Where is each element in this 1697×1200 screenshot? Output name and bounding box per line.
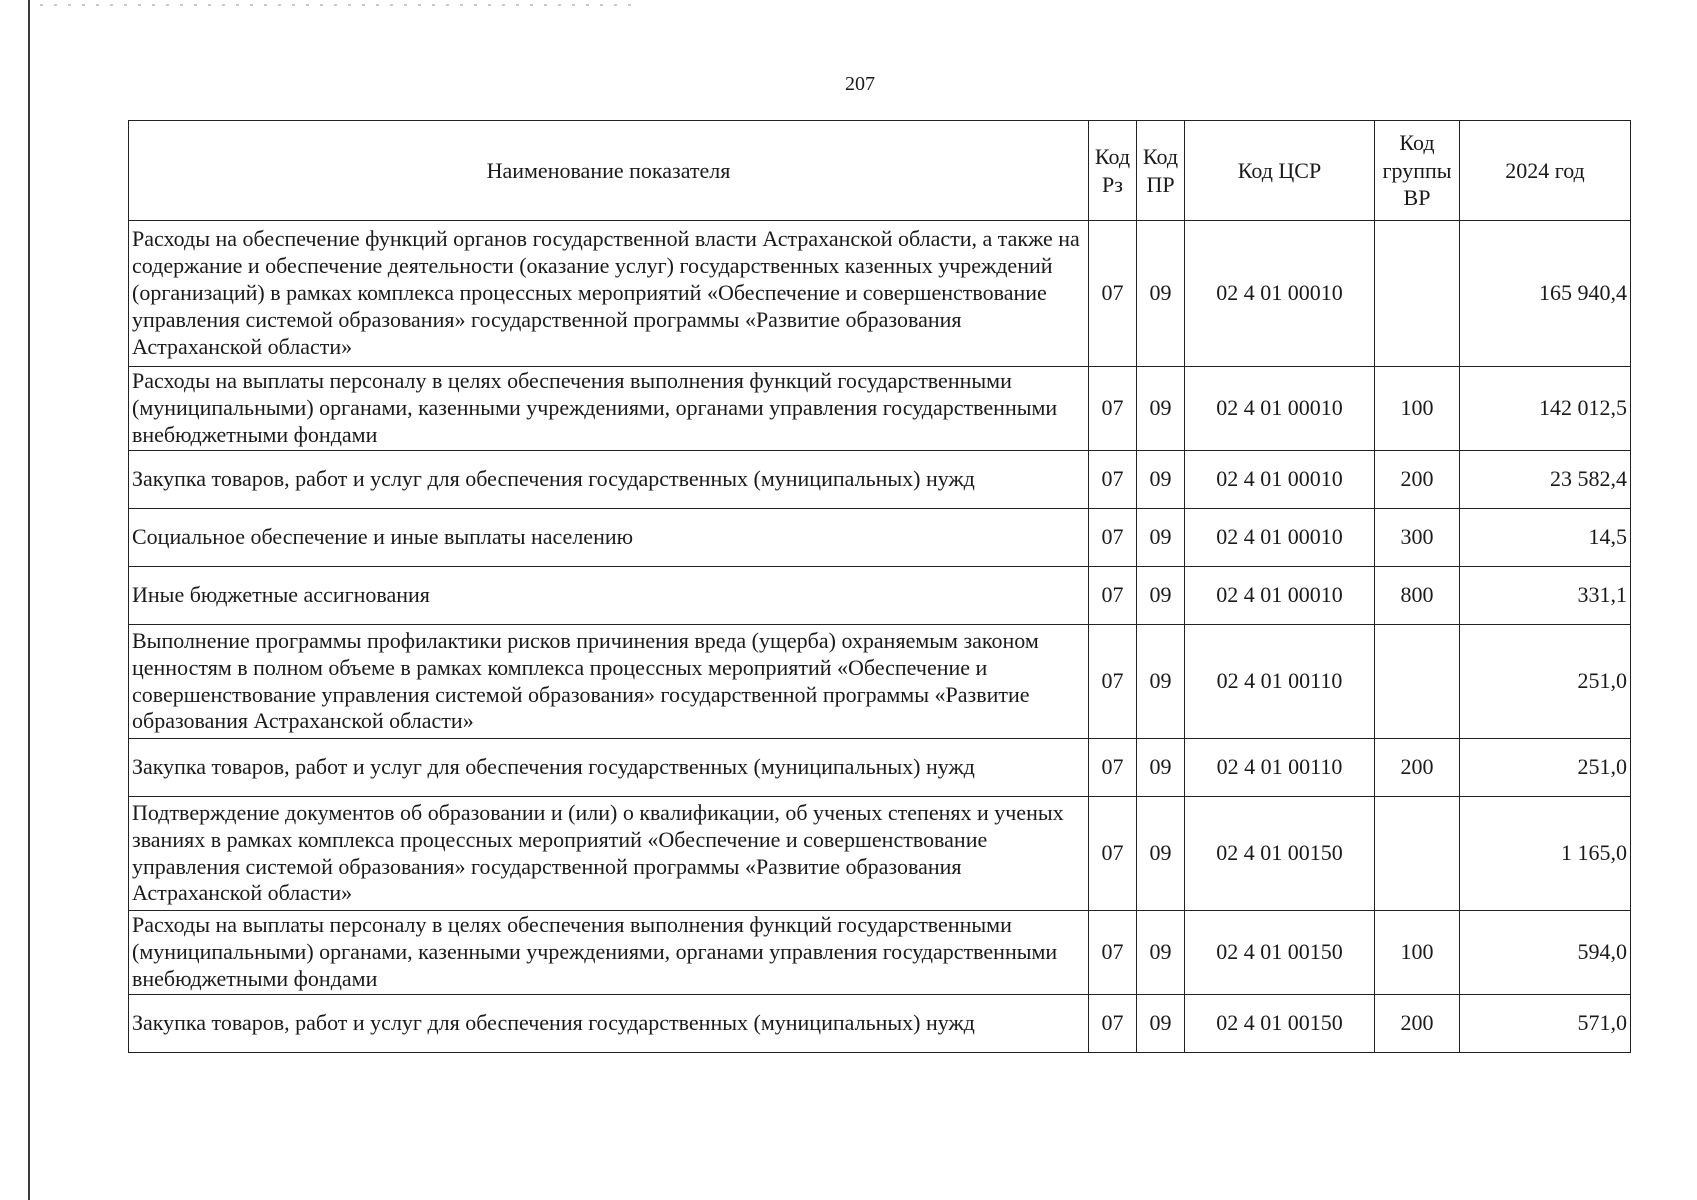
row-rz: 07 (1089, 739, 1137, 797)
header-name: Наименование показателя (129, 121, 1089, 221)
row-vr (1375, 221, 1460, 367)
row-amount: 251,0 (1460, 739, 1631, 797)
row-pr: 09 (1137, 625, 1185, 739)
row-pr: 09 (1137, 367, 1185, 451)
row-amount: 571,0 (1460, 995, 1631, 1053)
scan-left-edge (28, 0, 30, 1200)
row-vr: 200 (1375, 739, 1460, 797)
table-row (129, 451, 1631, 509)
row-name: Расходы на обеспечение функций органов государственной власти Астраханской области, а также на содержание и обеспечение деятельности (оказание услуг) государственных казенных учреждений (организаций) в рамках комплекса процессных мероприятий «Обеспечение и совершенствование управления системой образования» государственной программы «Развитие образования Астраханской области» (129, 221, 1089, 367)
row-pr: 09 (1137, 221, 1185, 367)
row-csr: 02 4 01 00150 (1185, 797, 1375, 911)
table-row (129, 739, 1631, 797)
row-vr: 200 (1375, 451, 1460, 509)
row-rz: 07 (1089, 567, 1137, 625)
row-rz: 07 (1089, 797, 1137, 911)
row-amount: 251,0 (1460, 625, 1631, 739)
row-name: Закупка товаров, работ и услуг для обеспечения государственных (муниципальных) нужд (129, 995, 1089, 1053)
row-rz: 07 (1089, 509, 1137, 567)
row-name: Закупка товаров, работ и услуг для обеспечения государственных (муниципальных) нужд (129, 739, 1089, 797)
row-amount: 142 012,5 (1460, 367, 1631, 451)
scan-top-artifact (40, 4, 640, 6)
table-row (129, 625, 1631, 739)
row-name: Иные бюджетные ассигнования (129, 567, 1089, 625)
table-header-row (129, 121, 1631, 221)
row-amount: 23 582,4 (1460, 451, 1631, 509)
row-pr: 09 (1137, 995, 1185, 1053)
row-amount: 14,5 (1460, 509, 1631, 567)
row-pr: 09 (1137, 911, 1185, 995)
row-vr: 300 (1375, 509, 1460, 567)
table-row (129, 567, 1631, 625)
row-pr: 09 (1137, 451, 1185, 509)
row-amount: 594,0 (1460, 911, 1631, 995)
row-pr: 09 (1137, 739, 1185, 797)
row-vr: 200 (1375, 995, 1460, 1053)
table-row (129, 797, 1631, 911)
row-csr: 02 4 01 00110 (1185, 625, 1375, 739)
header-year: 2024 год (1460, 121, 1631, 221)
header-csr: Код ЦСР (1185, 121, 1375, 221)
row-vr (1375, 797, 1460, 911)
row-rz: 07 (1089, 221, 1137, 367)
row-name: Закупка товаров, работ и услуг для обеспечения государственных (муниципальных) нужд (129, 451, 1089, 509)
row-name: Расходы на выплаты персоналу в целях обеспечения выполнения функций государственными (муниципальными) органами, казенными учреждениями, органами управления государственными внебюджетными фондами (129, 367, 1089, 451)
row-csr: 02 4 01 00010 (1185, 509, 1375, 567)
row-name: Выполнение программы профилактики рисков причинения вреда (ущерба) охраняемым законом ценностям в полном объеме в рамках комплекса процессных мероприятий «Обеспечение и совершенствование управления системой образования» государственной программы «Развитие образования Астраханской области» (129, 625, 1089, 739)
row-name: Социальное обеспечение и иные выплаты населению (129, 509, 1089, 567)
row-rz: 07 (1089, 995, 1137, 1053)
table-row (129, 911, 1631, 995)
row-name: Расходы на выплаты персоналу в целях обеспечения выполнения функций государственными (муниципальными) органами, казенными учреждениями, органами управления государственными внебюджетными фондами (129, 911, 1089, 995)
row-name: Подтверждение документов об образовании и (или) о квалификации, об ученых степенях и ученых званиях в рамках комплекса процессных мероприятий «Обеспечение и совершенствование управления системой образования» государственной программы «Развитие образования Астраханской области» (129, 797, 1089, 911)
row-amount: 331,1 (1460, 567, 1631, 625)
budget-table (128, 120, 1631, 1053)
row-amount: 165 940,4 (1460, 221, 1631, 367)
row-rz: 07 (1089, 367, 1137, 451)
row-pr: 09 (1137, 797, 1185, 911)
header-pr: Код ПР (1137, 121, 1185, 221)
header-vr: Код группы ВР (1375, 121, 1460, 221)
row-csr: 02 4 01 00150 (1185, 995, 1375, 1053)
row-vr: 100 (1375, 911, 1460, 995)
row-amount: 1 165,0 (1460, 797, 1631, 911)
table-row (129, 509, 1631, 567)
row-csr: 02 4 01 00010 (1185, 567, 1375, 625)
row-csr: 02 4 01 00010 (1185, 367, 1375, 451)
row-rz: 07 (1089, 625, 1137, 739)
row-pr: 09 (1137, 567, 1185, 625)
row-csr: 02 4 01 00010 (1185, 221, 1375, 367)
row-csr: 02 4 01 00150 (1185, 911, 1375, 995)
table-row (129, 367, 1631, 451)
row-vr (1375, 625, 1460, 739)
row-rz: 07 (1089, 451, 1137, 509)
table-row (129, 995, 1631, 1053)
row-csr: 02 4 01 00010 (1185, 451, 1375, 509)
row-csr: 02 4 01 00110 (1185, 739, 1375, 797)
row-pr: 09 (1137, 509, 1185, 567)
row-vr: 100 (1375, 367, 1460, 451)
row-vr: 800 (1375, 567, 1460, 625)
table-row (129, 221, 1631, 367)
header-rz: Код Рз (1089, 121, 1137, 221)
row-rz: 07 (1089, 911, 1137, 995)
page-number: 207 (845, 73, 875, 95)
